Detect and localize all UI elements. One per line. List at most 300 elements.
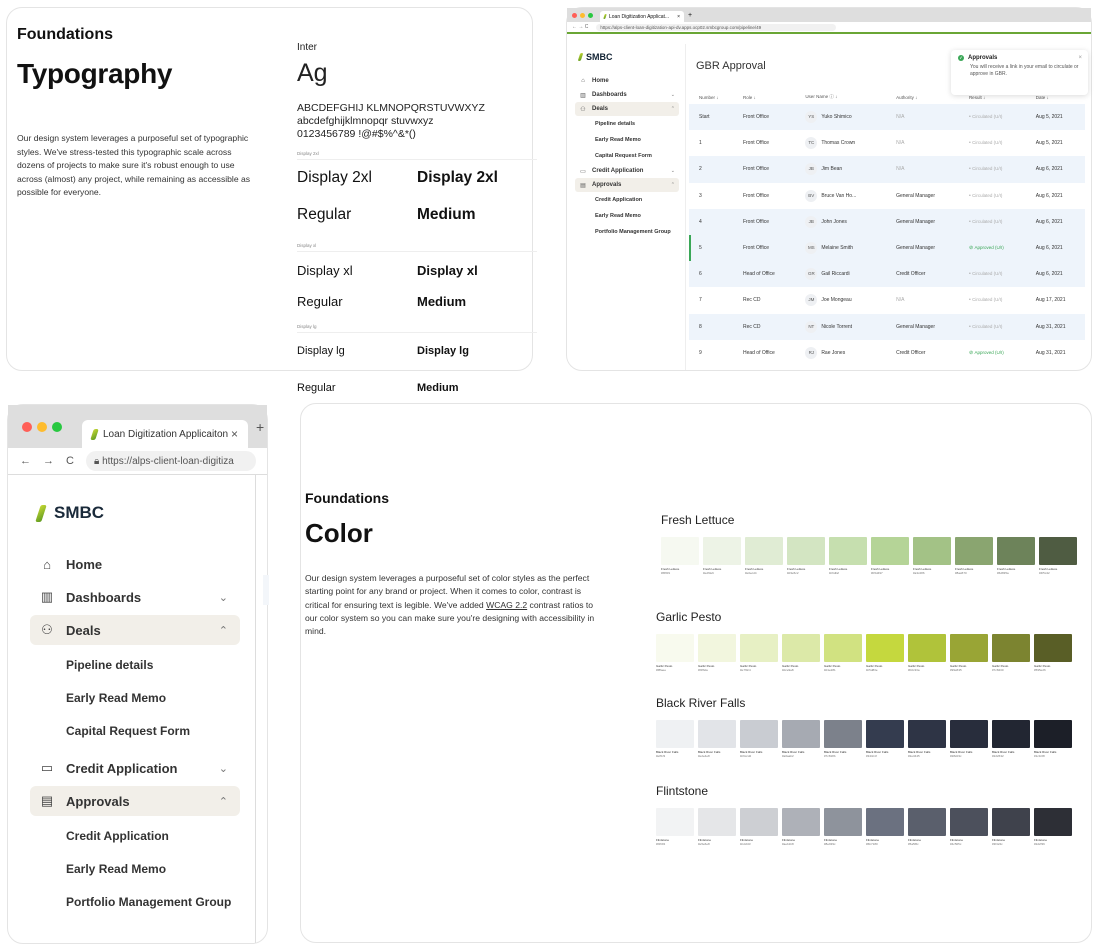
color-swatch — [661, 537, 699, 576]
palette-black-river-falls — [656, 696, 1072, 759]
color-swatch — [698, 720, 736, 759]
status-dot-icon: • — [968, 166, 973, 173]
column-header-result[interactable]: Result ↓ — [968, 94, 986, 100]
swatch-label: Flintstone #cdcfd3 — [740, 838, 754, 846]
cell-number: 9 — [699, 349, 702, 356]
check-circle-icon: ⊘ — [968, 245, 975, 252]
color-swatch — [782, 720, 820, 759]
swatch-chip — [992, 720, 1030, 748]
swatch-label: Garlic Pesto #595e26 — [1034, 664, 1051, 672]
cell-authority: Credit Officer — [896, 271, 926, 278]
cell-user — [795, 340, 886, 366]
swatch-chip — [1039, 537, 1077, 565]
status-dot-icon: • — [968, 114, 973, 121]
toast-body: You will receive a link in your email to circulate or approve in GBR. — [970, 64, 1079, 77]
color-swatch — [908, 808, 946, 847]
table-row[interactable] — [689, 287, 1085, 313]
cell-result — [959, 314, 1026, 340]
color-swatch — [913, 537, 951, 576]
swatch-label: Garlic Pesto #e7f0c4 — [740, 664, 757, 672]
sidebar-subitem-early-read-memo[interactable]: Early Read Memo — [66, 690, 167, 705]
home-icon: ⌂ — [581, 78, 585, 84]
color-card — [300, 403, 1092, 943]
swatch-label: Fresh Lettuce #c6dfaf — [829, 567, 848, 575]
address-bar[interactable] — [86, 451, 256, 471]
color-swatch — [787, 537, 825, 576]
cell-authority: N/A — [896, 114, 905, 121]
swatch-label: Garlic Pesto #dce9a8 — [782, 664, 799, 672]
column-header-date[interactable]: Date ↓ — [1035, 94, 1049, 100]
cell-user — [795, 104, 886, 130]
cell-authority: General Manager — [896, 192, 935, 199]
cell-number: 1 — [699, 140, 702, 147]
color-swatch — [950, 634, 988, 673]
scale-weight-regular: Regular — [297, 381, 336, 394]
sidebar-item-dashboards[interactable] — [30, 582, 240, 612]
cell-role: Front Office — [742, 140, 769, 147]
sidebar-item-approvals[interactable] — [30, 786, 240, 816]
user-name: Melaine Smith — [821, 245, 853, 252]
color-swatch — [1034, 634, 1072, 673]
sidebar-subitem-early-read-memo[interactable]: Early Read Memo — [595, 213, 641, 219]
avatar: JB — [805, 163, 817, 175]
approvals-icon: ▤ — [580, 182, 586, 189]
swatch-chip — [745, 537, 783, 565]
sidebar-item-label: Credit Application — [592, 168, 644, 174]
sidebar-item-credit-application[interactable] — [30, 753, 240, 783]
reload-icon[interactable]: C — [66, 455, 74, 467]
swatch-chip — [740, 720, 778, 748]
typography-description: Our design system leverages a purposeful set of typographic styles. We've stress-tested this typographic scale across dozens of projects to make sure it's robust enough to use across (almost) any project, while remaining as accessible as possible for everyone. — [17, 133, 251, 197]
glyphs-numerals: 0123456789 !@#$%^&*() — [297, 128, 416, 140]
swatch-label: Fresh Lettuce #d3e5c2 — [787, 567, 806, 575]
column-header-user-name[interactable]: User Name ⓘ ↓ — [805, 94, 838, 99]
sidebar-item-label: Approvals — [66, 793, 130, 809]
color-swatch — [656, 634, 694, 673]
color-swatch — [824, 720, 862, 759]
cell-authority: General Manager — [896, 323, 935, 330]
status-dot-icon: • — [968, 323, 973, 330]
table-row[interactable] — [689, 209, 1085, 235]
cell-date: Aug 6, 2021 — [1035, 192, 1063, 199]
palette-garlic-pesto — [656, 610, 1072, 673]
color-swatch — [955, 537, 993, 576]
swatch-chip — [908, 634, 946, 662]
cell-date: Aug 6, 2021 — [1035, 245, 1063, 252]
swatch-chip — [950, 808, 988, 836]
cell-number: 5 — [699, 245, 702, 252]
minimize-window-icon[interactable] — [37, 422, 47, 432]
cell-result — [959, 156, 1026, 182]
scale-weight-medium: Medium — [417, 381, 459, 394]
avatar: GR — [805, 268, 817, 280]
forward-icon[interactable]: → — [578, 24, 584, 30]
swatch-label: Black River Falls #eff1f3 — [656, 750, 679, 758]
scale-label: Display 2xl — [297, 151, 319, 156]
scale-sample-regular: Display 2xl — [297, 169, 372, 186]
palette-name: Black River Falls — [656, 696, 746, 710]
chevron-up-icon: ⌃ — [218, 624, 228, 637]
credit-card-icon: ▭ — [40, 760, 54, 775]
swatch-chip — [824, 720, 862, 748]
browser-navbar — [8, 448, 267, 474]
table-row[interactable] — [689, 261, 1085, 287]
sidebar-subitem-early-read-memo[interactable]: Early Read Memo — [595, 137, 641, 143]
color-swatch — [1039, 537, 1077, 576]
color-swatch — [992, 720, 1030, 759]
sidebar-item-label: Dashboards — [66, 589, 142, 605]
close-window-icon[interactable] — [22, 422, 32, 432]
color-swatch — [950, 720, 988, 759]
swatch-chip — [1034, 808, 1072, 836]
cell-role: Front Office — [742, 245, 769, 252]
color-swatch — [782, 808, 820, 847]
typography-title: Typography — [17, 58, 173, 89]
status-dot-icon: • — [968, 218, 973, 225]
table-row[interactable] — [689, 183, 1085, 209]
status-text: Circulated (U/I) — [972, 166, 1003, 172]
scale-sample-medium: Display xl — [417, 262, 478, 278]
table-row[interactable] — [689, 340, 1085, 366]
cell-number: 2 — [699, 166, 702, 173]
sidebar-subitem-pipeline-details[interactable]: Pipeline details — [66, 657, 154, 672]
dashboard-icon: ▥ — [580, 92, 586, 99]
cell-user — [795, 261, 886, 287]
swatch-chip — [992, 808, 1030, 836]
sidebar-item-label: Deals — [592, 106, 609, 112]
color-swatch — [698, 808, 736, 847]
sidebar — [8, 475, 256, 943]
avatar: BV — [805, 190, 817, 202]
color-swatch — [1034, 720, 1072, 759]
color-swatch — [745, 537, 783, 576]
chevron-up-icon: ⌃ — [218, 795, 228, 808]
swatch-label: Black River Falls #282d3c — [950, 750, 973, 758]
table-row[interactable] — [689, 104, 1085, 130]
sidebar-subitem-capital-request-form[interactable]: Capital Request Form — [66, 723, 191, 738]
swatch-chip — [782, 720, 820, 748]
swatch-chip — [698, 634, 736, 662]
sidebar-item-approvals[interactable] — [575, 178, 679, 192]
color-swatch — [703, 537, 741, 576]
swatch-label: Fresh Lettuce #e0ecd4 — [745, 567, 764, 575]
sidebar-subitem-capital-request-form[interactable]: Capital Request Form — [595, 153, 652, 159]
column-header-authority[interactable]: Authority ↓ — [896, 94, 918, 100]
smbc-logo-icon — [603, 14, 607, 19]
color-swatch — [656, 720, 694, 759]
cell-result — [959, 104, 1026, 130]
new-tab-icon[interactable]: + — [256, 418, 265, 435]
swatch-chip — [913, 537, 951, 565]
scale-weight-regular: Regular — [297, 205, 352, 223]
swatch-label: Fresh Lettuce #a3c286 — [913, 567, 932, 575]
swatch-chip — [698, 720, 736, 748]
sidebar-item-label: Home — [66, 556, 103, 572]
deals-icon: ⚇ — [41, 622, 53, 637]
sidebar-subitem-pipeline-details[interactable]: Pipeline details — [595, 121, 636, 127]
accent-line — [567, 32, 1091, 34]
scale-sample-regular: Display lg — [297, 345, 345, 357]
swatch-label: Fresh Lettuce #4f5c42 — [1039, 567, 1058, 575]
sidebar-subitem-credit-application[interactable]: Credit Application — [66, 828, 169, 843]
status-dot-icon: • — [968, 192, 973, 199]
cell-authority: N/A — [896, 140, 905, 147]
sidebar-subitem-early-read-memo[interactable]: Early Read Memo — [66, 861, 167, 876]
color-swatch — [997, 537, 1035, 576]
cell-role: Rec CD — [742, 323, 761, 330]
browser-tabbar — [567, 8, 1091, 22]
swatch-chip — [787, 537, 825, 565]
glyph-set — [297, 102, 537, 141]
close-window-icon[interactable] — [572, 13, 577, 18]
sidebar-item-dashboards[interactable] — [575, 88, 679, 102]
avatar: JM — [805, 294, 817, 306]
swatch-chip — [866, 808, 904, 836]
swatch-chip — [703, 537, 741, 565]
table-row[interactable] — [689, 314, 1085, 340]
swatch-label: Black River Falls #1c1f28 — [1034, 750, 1057, 758]
color-swatch — [782, 634, 820, 673]
status-dot-icon: • — [968, 297, 973, 304]
swatch-label: Flintstone #5a5f6c — [908, 838, 922, 846]
brand-name: SMBC — [586, 52, 613, 62]
cell-authority: N/A — [896, 297, 905, 304]
sidebar-item-credit-application[interactable] — [575, 164, 679, 178]
cell-role: Head of Office — [742, 271, 775, 278]
glyphs-uppercase: ABCDEFGHIJ KLMNOPQRSTUVWXYZ — [297, 102, 485, 114]
scale-row — [297, 288, 537, 314]
dashboard-icon: ▥ — [40, 589, 54, 604]
cell-number: 8 — [699, 323, 702, 330]
status-dot-icon: • — [968, 140, 973, 147]
color-swatch — [866, 808, 904, 847]
color-swatch — [824, 634, 862, 673]
scale-weight-medium: Medium — [417, 293, 467, 309]
chevron-up-icon: ⌃ — [670, 106, 675, 112]
description-text: contrast ratios to our color system so you can make sure you're designing with accessibility in mind. — [305, 599, 595, 637]
swatch-label: Flintstone #4c505c — [950, 838, 964, 846]
user-name: Joe Mongeau — [821, 297, 852, 304]
brand-name: SMBC — [54, 503, 105, 522]
sidebar-item-deals[interactable] — [30, 615, 240, 645]
sidebar-item-home[interactable] — [30, 549, 240, 579]
maximize-window-icon[interactable] — [52, 422, 62, 432]
swatch-chip — [698, 808, 736, 836]
color-swatch — [992, 634, 1030, 673]
approvals-icon: ▤ — [40, 793, 54, 808]
palette-name: Garlic Pesto — [656, 610, 722, 624]
column-header-number[interactable]: Number ↓ — [699, 94, 719, 100]
user-name: Yuko Shimico — [821, 114, 852, 121]
status-text: Circulated (U/I) — [972, 323, 1003, 329]
credit-card-icon: ▭ — [580, 168, 586, 175]
approvals-toast — [951, 50, 1088, 95]
swatch-label: Flintstone #e5e6e8 — [698, 838, 712, 846]
swatch-label: Fresh Lettuce #b5d497 — [871, 567, 890, 575]
sidebar-subitem-portfolio-management-group[interactable]: Portfolio Management Group — [66, 894, 232, 909]
status-text: Approved (U/I) — [974, 245, 1004, 251]
wcag-link[interactable]: WCAG 2.2 — [486, 599, 528, 610]
swatch-chip — [866, 634, 904, 662]
address-text: https://alps-client-loan-digitiza — [102, 455, 234, 467]
swatch-label: Black River Falls #a6aab2 — [782, 750, 805, 758]
sidebar-item-label: Deals — [66, 622, 101, 638]
font-name: Inter — [297, 42, 318, 53]
close-tab-icon[interactable]: × — [230, 427, 238, 441]
swatch-chip — [908, 720, 946, 748]
font-sample: Ag — [297, 59, 328, 87]
cell-role: Front Office — [742, 218, 769, 225]
swatch-label: Fresh Lettuce #edf3e6 — [703, 567, 722, 575]
color-title: Color — [305, 518, 373, 548]
color-swatch — [824, 808, 862, 847]
chevron-down-icon: ⌄ — [670, 168, 675, 174]
user-name: Gail Riccardi — [821, 271, 850, 278]
scale-sample-medium: Display 2xl — [417, 169, 498, 186]
smbc-leaf-icon — [578, 53, 584, 61]
back-icon[interactable]: ← — [20, 455, 31, 467]
toast-title: Approvals — [968, 55, 998, 61]
swatch-label: Black River Falls #2e3445 — [908, 750, 931, 758]
cell-authority: General Manager — [896, 245, 935, 252]
user-name: Nicole Torrent — [821, 323, 853, 330]
cell-number: Start — [699, 114, 710, 121]
cell-result — [959, 183, 1026, 209]
color-swatch — [740, 634, 778, 673]
cell-authority: Credit Officer — [896, 349, 926, 356]
color-description — [305, 572, 605, 638]
deals-icon: ⚇ — [580, 106, 586, 113]
table-row[interactable] — [689, 130, 1085, 156]
avatar: JB — [805, 216, 817, 228]
cell-number: 4 — [699, 218, 702, 225]
swatch-chip — [1034, 720, 1072, 748]
swatch-row — [656, 720, 1072, 759]
user-name: John Jones — [821, 218, 847, 225]
sidebar-item-deals[interactable] — [575, 102, 679, 116]
color-swatch — [829, 537, 867, 576]
color-swatch — [866, 720, 904, 759]
avatar: TC — [805, 137, 817, 149]
scale-sample-medium: Display lg — [417, 345, 469, 357]
color-swatch — [992, 808, 1030, 847]
swatch-chip — [656, 720, 694, 748]
chevron-down-icon: ⌄ — [218, 762, 228, 775]
swatch-chip — [1034, 634, 1072, 662]
cell-date: Aug 31, 2021 — [1035, 323, 1066, 330]
browser-tab[interactable] — [600, 11, 684, 22]
avatar: NT — [805, 321, 817, 333]
back-icon[interactable]: ← — [572, 24, 577, 30]
swatch-label: Garlic Pesto #f8faee — [656, 664, 673, 672]
swatch-label: Black River Falls #7c818b — [824, 750, 847, 758]
cell-user — [795, 287, 886, 313]
swatch-label: Garlic Pesto #f2f6de — [698, 664, 715, 672]
avatar: YS — [805, 111, 817, 123]
sidebar-subitem-credit-application[interactable]: Credit Application — [595, 197, 643, 203]
swatch-chip — [866, 720, 904, 748]
swatch-label: Black River Falls #e2e4e8 — [698, 750, 721, 758]
swatch-chip — [661, 537, 699, 565]
swatch-label: Fresh Lettuce #f6f9f1 — [661, 567, 680, 575]
new-tab-icon[interactable]: + — [688, 11, 693, 19]
cell-date: Aug 5, 2021 — [1035, 140, 1063, 147]
maximize-window-icon[interactable] — [588, 13, 593, 18]
sidebar-zoom-card — [7, 404, 268, 944]
close-tab-icon[interactable]: × — [677, 13, 680, 20]
cell-date: Aug 17, 2021 — [1035, 297, 1066, 304]
smbc-leaf-icon — [35, 505, 47, 522]
table-row[interactable] — [689, 156, 1085, 182]
swatch-chip — [955, 537, 993, 565]
swatch-label: Black River Falls #222632 — [992, 750, 1015, 758]
cell-user — [795, 183, 886, 209]
forward-icon[interactable]: → — [43, 455, 54, 467]
swatch-label: Garlic Pesto #99a535 — [950, 664, 967, 672]
scale-row — [297, 332, 537, 369]
swatch-chip — [656, 634, 694, 662]
swatch-label: Flintstone #3f424c — [992, 838, 1006, 846]
table-row[interactable] — [689, 235, 1085, 261]
scale-row — [297, 159, 537, 196]
column-header-role[interactable]: Role ↓ — [742, 94, 756, 100]
swatch-chip — [997, 537, 1035, 565]
cell-date: Aug 31, 2021 — [1035, 349, 1066, 356]
status-text: Approved (U/I) — [974, 349, 1004, 355]
swatch-label: Flintstone #2d2f36 — [1034, 838, 1048, 846]
sidebar-item-home[interactable] — [575, 74, 679, 88]
cell-user — [795, 314, 886, 340]
swatch-row — [661, 537, 1077, 576]
close-toast-icon[interactable]: × — [1078, 55, 1082, 61]
swatch-label: Fresh Lettuce #8aa570 — [955, 567, 974, 575]
browser-tabbar — [8, 405, 267, 448]
cell-result — [959, 287, 1026, 313]
swatch-label: Flintstone #8e939c — [824, 838, 838, 846]
swatch-label: Garlic Pesto #d1e281 — [824, 664, 841, 672]
browser-tab-title: Loan Digitization Applicat... — [609, 13, 670, 20]
check-circle-icon: ⊘ — [968, 349, 975, 356]
typography-card — [6, 7, 533, 394]
cell-result — [959, 130, 1026, 156]
color-swatch — [908, 634, 946, 673]
reload-icon[interactable]: C — [584, 24, 589, 30]
swatch-chip — [824, 634, 862, 662]
check-circle-icon: ✓ — [959, 55, 963, 60]
cell-authority: General Manager — [896, 218, 935, 225]
user-name: Bruce Van Ho... — [821, 192, 857, 199]
palette-fresh-lettuce — [661, 513, 1077, 576]
home-icon: ⌂ — [43, 556, 51, 572]
chevron-down-icon: ⌄ — [670, 92, 675, 98]
brand-logo[interactable] — [579, 52, 679, 62]
color-swatch — [908, 720, 946, 759]
color-swatch — [866, 634, 904, 673]
cell-role: Rec CD — [742, 297, 761, 304]
color-swatch — [698, 634, 736, 673]
address-bar[interactable]: https://alps-client-loan-digitization-api-dv.apps.ocp02.smbcgroup.com/pipeline/49 — [596, 24, 836, 31]
minimize-window-icon[interactable] — [580, 13, 585, 18]
color-swatch — [950, 808, 988, 847]
sidebar-subitem-portfolio-management-group[interactable]: Portfolio Management Group — [595, 229, 671, 235]
swatch-chip — [782, 634, 820, 662]
type-specimen — [297, 42, 537, 406]
brand-logo[interactable] — [38, 503, 255, 523]
browser-tab[interactable] — [82, 420, 248, 448]
glyphs-lowercase: abcdefghijklmnopqr stuvwxyz — [297, 115, 434, 127]
browser-navbar — [567, 22, 1091, 32]
scale-sample-regular: Display xl — [297, 262, 353, 278]
